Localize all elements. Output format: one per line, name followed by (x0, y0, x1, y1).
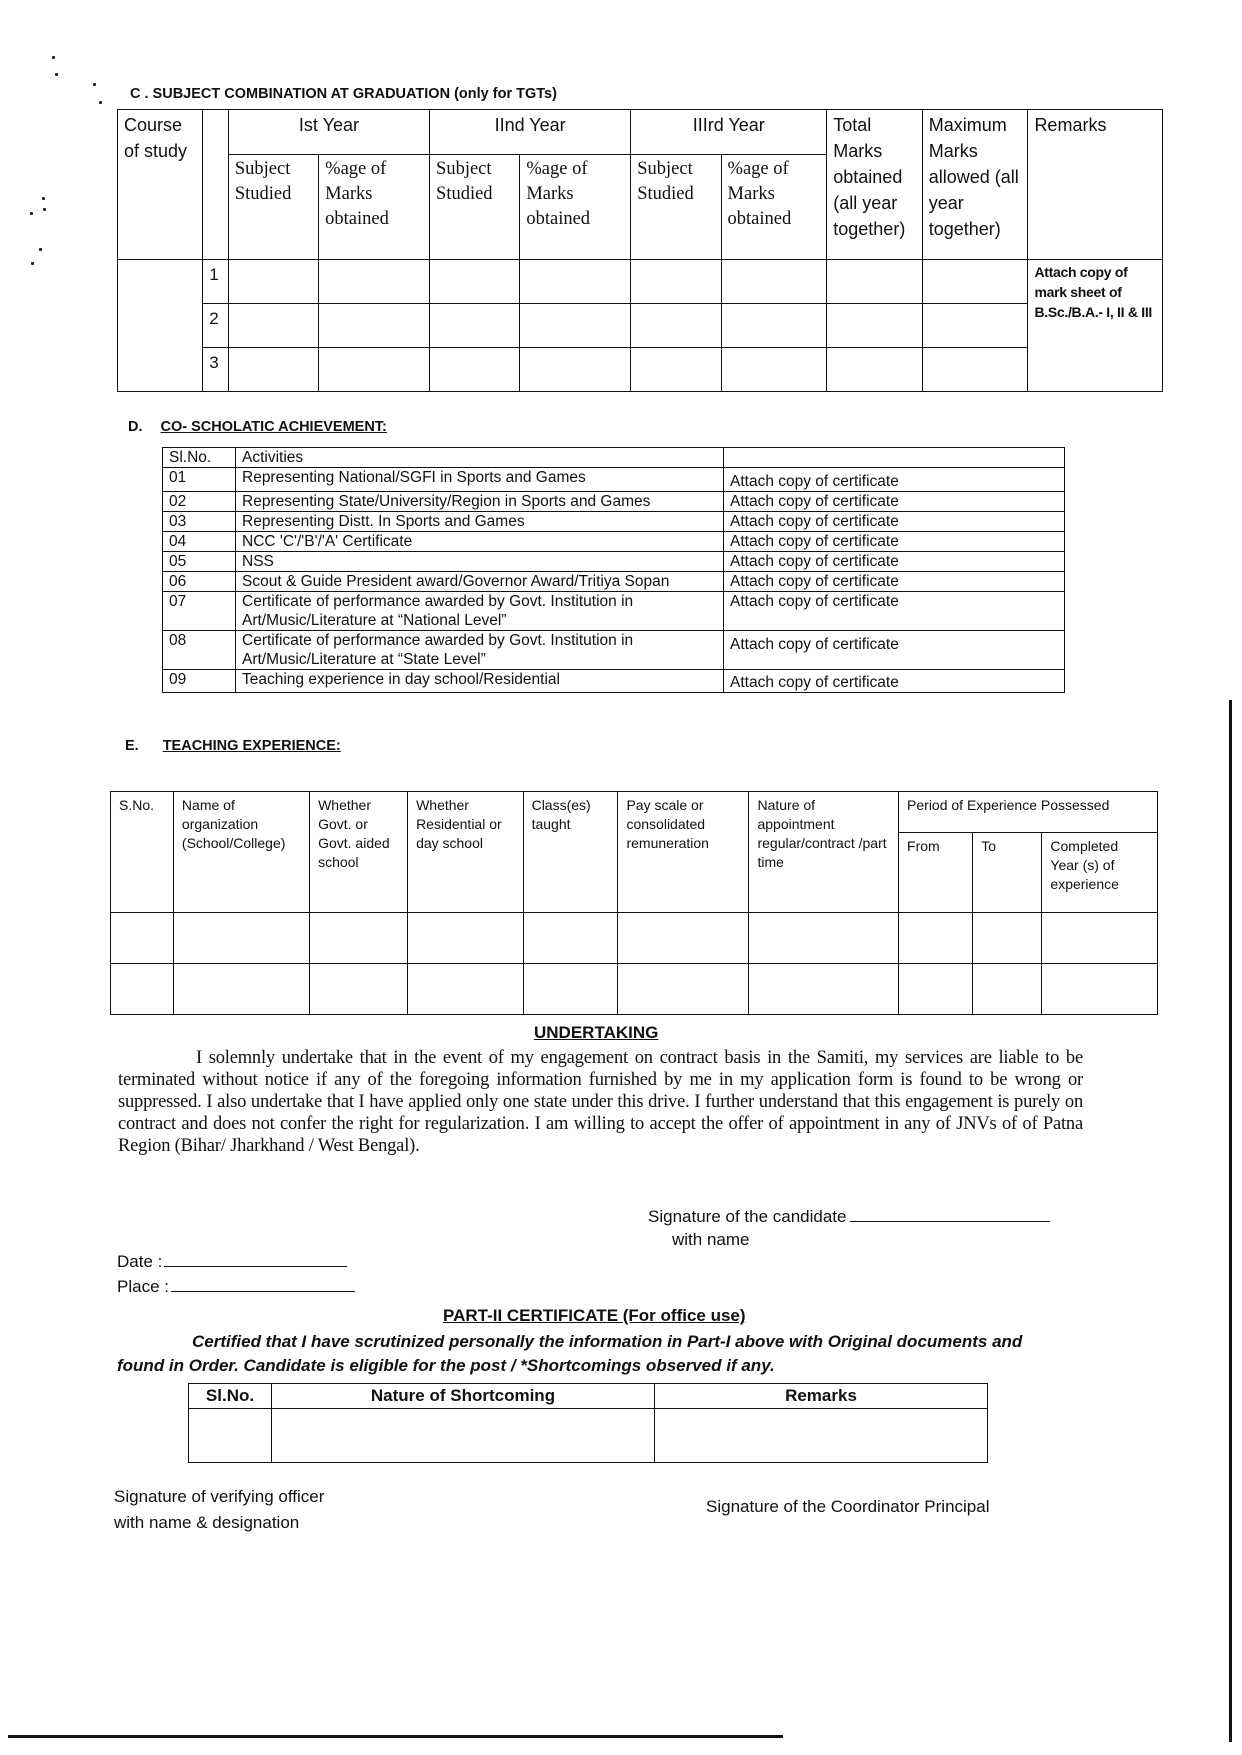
course-cell[interactable] (118, 260, 203, 392)
course-header: Course of study (118, 110, 203, 260)
pct-marks-header: %age of Marks obtained (520, 155, 631, 260)
undertaking-body: I solemnly undertake that in the event of my engagement on contract basis in the Samiti, my services are liable to be terminated without notice if any of the foregoing information furnished by me in my application form is found to be wrong or suppressed. I also undertake that I have applied only one state under this drive. I further understand that this engagement is purely on contract and does not confer the right for regularization. I am willing to accept the offer of appointment in any of JNVs of of Patna Region (Bihar/ Jharkhand / West Bengal). (118, 1048, 1083, 1156)
activity: Teaching experience in day school/Residential (236, 670, 724, 693)
year1-header: Ist Year (228, 110, 429, 155)
cell[interactable] (618, 913, 749, 964)
scan-speck (99, 101, 102, 104)
table-row (163, 572, 1065, 592)
scan-speck (39, 248, 42, 251)
scan-speck (31, 262, 34, 265)
scan-speck (30, 212, 33, 215)
row-number: 2 (203, 304, 229, 348)
attach-note: Attach copy of certificate (724, 592, 1065, 631)
cell[interactable] (749, 964, 899, 1015)
org-header: Name of organization (School/College) (173, 792, 309, 913)
cell[interactable] (319, 304, 430, 348)
date-field (117, 1252, 347, 1272)
attach-note: Attach copy of certificate (724, 512, 1065, 532)
undertaking-title: UNDERTAKING (534, 1023, 659, 1042)
subject-studied-header: Subject Studied (228, 155, 318, 260)
scan-speck (55, 73, 58, 76)
cell[interactable] (749, 913, 899, 964)
principal-signature: Signature of the Coordinator Principal (706, 1497, 990, 1516)
row-number: 1 (203, 260, 229, 304)
residential-header: Whether Residential or day school (408, 792, 524, 913)
cell[interactable] (228, 304, 318, 348)
date-label: Date : (117, 1252, 163, 1271)
table-row (118, 304, 1163, 348)
activity: Representing National/SGFI in Sports and Games (236, 468, 724, 492)
sl-no: 01 (163, 468, 236, 492)
candidate-signature-label: Signature of the candidate (648, 1207, 847, 1226)
table-row (163, 631, 1065, 670)
activity: NCC 'C'/'B'/'A' Certificate (236, 532, 724, 552)
part2-body: Certified that I have scrutinized personally the information in Part-I above with Original documents and found in Order. Candidate is eligible for the post / *Shortcomings observed if any. (117, 1332, 1023, 1375)
sl-no: 08 (163, 631, 236, 670)
cell[interactable] (430, 348, 520, 392)
to-header: To (973, 833, 1042, 913)
cell[interactable] (922, 348, 1028, 392)
cell[interactable] (523, 964, 618, 1015)
cell[interactable] (228, 260, 318, 304)
cell[interactable] (922, 260, 1028, 304)
sl-no: 06 (163, 572, 236, 592)
page-bottom-rule (8, 1735, 783, 1738)
candidate-signature-sub: with name (672, 1230, 750, 1249)
subject-combination-table (117, 109, 1163, 392)
cell[interactable] (408, 964, 524, 1015)
activity: Representing Distt. In Sports and Games (236, 512, 724, 532)
sl-no: 04 (163, 532, 236, 552)
scan-speck (52, 56, 55, 59)
note-header (724, 448, 1065, 468)
cell[interactable] (189, 1409, 272, 1463)
sl-no-header: Sl.No. (189, 1384, 272, 1409)
cell[interactable] (173, 913, 309, 964)
max-marks-header: Maximum Marks allowed (all year together) (922, 110, 1028, 260)
sl-no: 07 (163, 592, 236, 631)
row-number-header (203, 110, 229, 260)
table-row (163, 670, 1065, 693)
from-header: From (899, 833, 973, 913)
pct-marks-header: %age of Marks obtained (721, 155, 827, 260)
cell[interactable] (721, 348, 827, 392)
cell[interactable] (520, 348, 631, 392)
remarks-note: Attach copy of mark sheet of B.Sc./B.A.- I, II & III (1028, 260, 1163, 392)
attach-note: Attach copy of certificate (724, 670, 1065, 693)
table-row (189, 1409, 988, 1463)
cell[interactable] (973, 964, 1042, 1015)
table-row (163, 592, 1065, 631)
place-field (117, 1277, 355, 1297)
table-row (163, 552, 1065, 572)
table-row (163, 532, 1065, 552)
attach-note: Attach copy of certificate (724, 552, 1065, 572)
cell[interactable] (520, 260, 631, 304)
cell[interactable] (310, 964, 408, 1015)
subject-studied-header: Subject Studied (430, 155, 520, 260)
activities-header: Activities (236, 448, 724, 468)
total-marks-header: Total Marks obtained (all year together) (827, 110, 922, 260)
activity: NSS (236, 552, 724, 572)
scan-speck (93, 83, 96, 86)
cell[interactable] (899, 964, 973, 1015)
sl-no-header: Sl.No. (163, 448, 236, 468)
activity: Certificate of performance awarded by Govt. Institution in Art/Music/Literature at “National Level” (236, 592, 724, 631)
section-e-prefix: E. (125, 738, 139, 754)
table-row (163, 512, 1065, 532)
pay-header: Pay scale or consolidated remuneration (618, 792, 749, 913)
activity: Scout & Guide President award/Governor Award/Tritiya Sopan (236, 572, 724, 592)
table-row (111, 964, 1158, 1015)
table-row (163, 492, 1065, 512)
classes-header: Class(es) taught (523, 792, 618, 913)
verifying-officer-line1: Signature of verifying officer (114, 1487, 325, 1506)
co-scholastic-table (162, 447, 1065, 693)
cell[interactable] (899, 913, 973, 964)
scan-speck (43, 208, 46, 211)
cell[interactable] (922, 304, 1028, 348)
candidate-signature-line[interactable] (850, 1221, 1050, 1222)
teaching-experience-table (110, 791, 1158, 1015)
cell[interactable] (430, 260, 520, 304)
cell[interactable] (173, 964, 309, 1015)
verifying-officer-line2: with name & designation (114, 1513, 300, 1532)
verifying-officer-signature (114, 1484, 324, 1536)
sl-no: 02 (163, 492, 236, 512)
cell[interactable] (631, 304, 721, 348)
attach-note: Attach copy of certificate (724, 492, 1065, 512)
cell[interactable] (310, 913, 408, 964)
cell[interactable] (1042, 964, 1158, 1015)
section-e-title: TEACHING EXPERIENCE: (162, 738, 341, 754)
period-header: Period of Experience Possessed (899, 792, 1158, 833)
cell[interactable] (973, 913, 1042, 964)
cell[interactable] (1042, 913, 1158, 964)
section-e-heading (125, 738, 341, 754)
govt-header: Whether Govt. or Govt. aided school (310, 792, 408, 913)
attach-note: Attach copy of certificate (724, 532, 1065, 552)
remarks-header: Remarks (1028, 110, 1163, 260)
page-right-rule (1229, 700, 1232, 1742)
nature-header: Nature of Shortcoming (272, 1384, 655, 1409)
place-label: Place : (117, 1277, 169, 1296)
sl-no: 05 (163, 552, 236, 572)
attach-note: Attach copy of certificate (724, 468, 1065, 492)
activity: Representing State/University/Region in Sports and Games (236, 492, 724, 512)
cell[interactable] (319, 348, 430, 392)
pct-marks-header: %age of Marks obtained (319, 155, 430, 260)
cell[interactable] (721, 304, 827, 348)
section-d-title: CO- SCHOLATIC ACHIEVEMENT: (160, 419, 387, 435)
cell[interactable] (655, 1409, 988, 1463)
shortcomings-table (188, 1383, 988, 1463)
date-input-line[interactable] (164, 1266, 347, 1267)
cell[interactable] (430, 304, 520, 348)
candidate-signature (648, 1205, 1050, 1229)
cell[interactable] (408, 913, 524, 964)
nature-header: Nature of appointment regular/contract /part time (749, 792, 899, 913)
sl-no: 03 (163, 512, 236, 532)
table-row (118, 348, 1163, 392)
cell[interactable] (631, 348, 721, 392)
cell[interactable] (618, 964, 749, 1015)
cell[interactable] (111, 964, 174, 1015)
year2-header: IInd Year (430, 110, 631, 155)
subject-studied-header: Subject Studied (631, 155, 721, 260)
cell[interactable] (827, 260, 922, 304)
section-c-heading: C . SUBJECT COMBINATION AT GRADUATION (only for TGTs) (130, 86, 557, 102)
table-row (163, 468, 1065, 492)
completed-header: Completed Year (s) of experience (1042, 833, 1158, 913)
cell[interactable] (520, 304, 631, 348)
table-row (118, 260, 1163, 304)
section-d-prefix: D. (128, 419, 143, 435)
table-row (111, 913, 1158, 964)
cell[interactable] (111, 913, 174, 964)
row-number: 3 (203, 348, 229, 392)
cell[interactable] (228, 348, 318, 392)
cell[interactable] (721, 260, 827, 304)
sl-no: 09 (163, 670, 236, 693)
sno-header: S.No. (111, 792, 174, 913)
remarks-header: Remarks (655, 1384, 988, 1409)
cell[interactable] (523, 913, 618, 964)
place-input-line[interactable] (171, 1291, 355, 1292)
attach-note: Attach copy of certificate (724, 631, 1065, 670)
cell[interactable] (272, 1409, 655, 1463)
cell[interactable] (827, 304, 922, 348)
section-d-heading (128, 419, 387, 435)
cell[interactable] (631, 260, 721, 304)
cell[interactable] (827, 348, 922, 392)
scan-speck (42, 197, 45, 200)
cell[interactable] (319, 260, 430, 304)
attach-note: Attach copy of certificate (724, 572, 1065, 592)
activity: Certificate of performance awarded by Govt. Institution in Art/Music/Literature at “State Level” (236, 631, 724, 670)
year3-header: IIIrd Year (631, 110, 827, 155)
part2-title: PART-II CERTIFICATE (For office use) (443, 1306, 746, 1325)
